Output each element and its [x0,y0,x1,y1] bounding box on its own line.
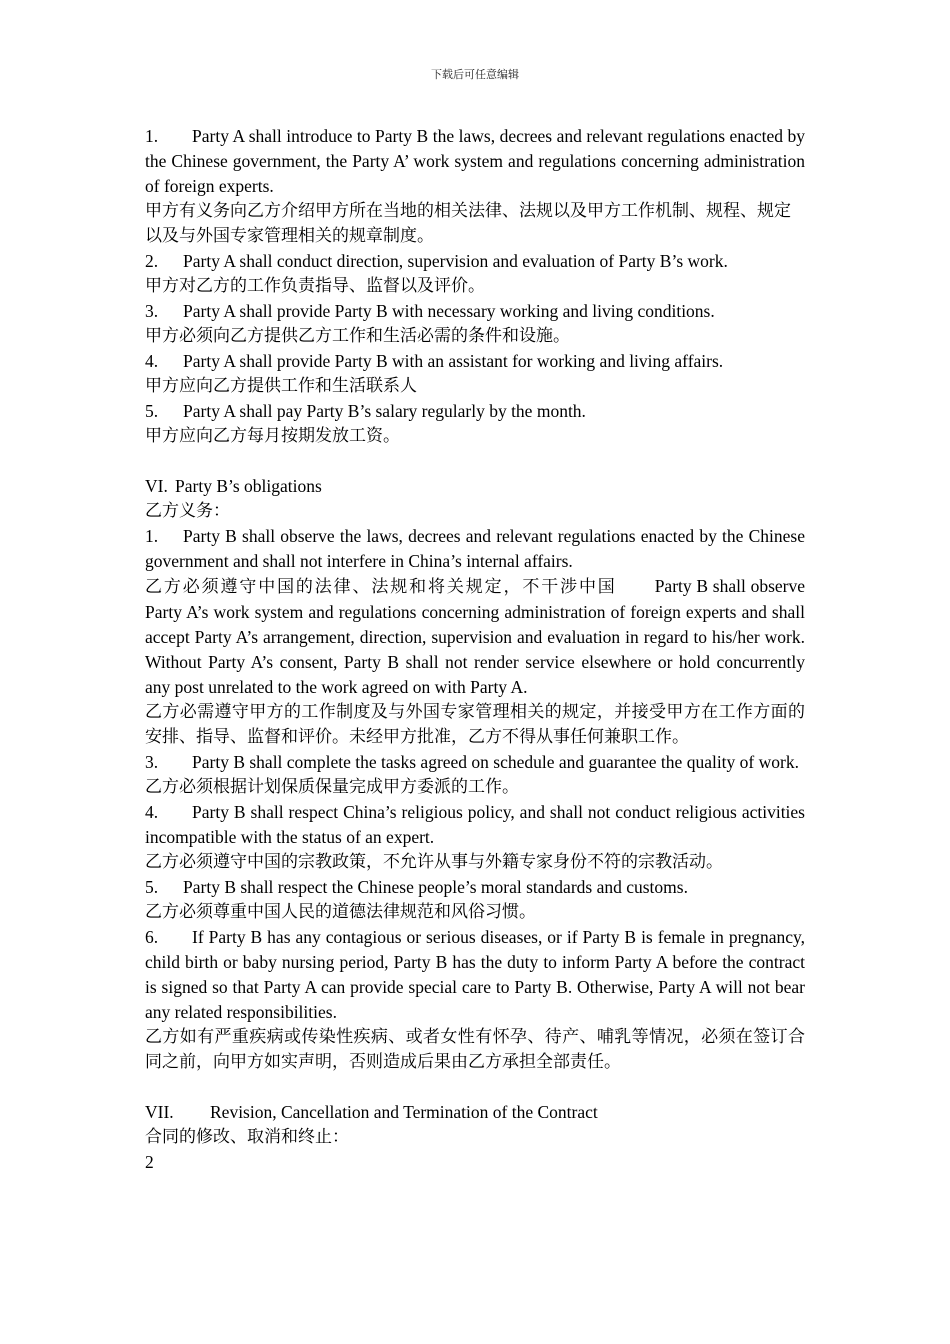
section-6-heading-zh: 乙方义务： [145,501,230,521]
section-7-heading-zh: 合同的修改、取消和终止： [145,1127,349,1147]
party-b-item-1-zh-and-item-2: 乙方必须遵守中国的法律、法规和将关规定，不干涉中国 Party B shall observe Party A’s work system and regulations concerning administration of foreign experts and shall accept Party A’s arrangement, direction, supervision and evaluation in regard to his/her work. Without Party A’s consent, Party B shall not render service elsewhere or hold concurrently any post unrelated to the work agreed on with Party A. [145,576,806,697]
party-b-item-6: 6. If Party B has any contagious or serious diseases, or if Party B is female in pregnancy, child birth or baby nursing period, Party B has the duty to inform Party A before the contract is signed so that Party A can provide special care to Party B. Otherwise, Party A will not bear any related responsibilities. [145,927,805,1022]
document-body [145,124,805,1175]
spacer [145,1075,805,1100]
party-a-item-1-zh: 甲方有义务向乙方介绍甲方所在当地的相关法律、法规以及甲方工作机制、规程、规定以及与外国专家管理相关的规章制度。 [145,201,791,246]
party-b-item-1: 1. Party B shall observe the laws, decrees and relevant regulations enacted by the Chinese government and shall not interfere in China’s internal affairs. [145,526,805,571]
party-a-item-2: 2. Party A shall conduct direction, supervision and evaluation of Party B’s work. [145,251,728,271]
party-a-item-2-zh: 甲方对乙方的工作负责指导、监督以及评价。 [145,276,485,296]
page-header: 下载后可任意编辑 [431,68,519,81]
party-a-item-4: 4. Party A shall provide Party B with an assistant for working and living affairs. [145,351,724,371]
party-a-item-4-zh: 甲方应向乙方提供工作和生活联系人 [145,376,417,396]
party-a-item-3-zh: 甲方必须向乙方提供乙方工作和生活必需的条件和设施。 [145,326,570,346]
spacer [145,449,805,474]
party-b-item-2-zh: 乙方必需遵守甲方的工作制度及与外国专家管理相关的规定，并接受甲方在工作方面的安排、指导、监督和评价。未经甲方批准，乙方不得从事任何兼职工作。 [145,702,805,747]
section-6-heading: VI. Party B’s obligations [145,476,322,496]
party-b-item-4-zh: 乙方必须遵守中国的宗教政策，不允许从事与外籍专家身份不符的宗教活动。 [145,852,723,872]
section-7-heading: VII. Revision, Cancellation and Termination of the Contract [145,1102,598,1122]
party-b-item-5-zh: 乙方必须尊重中国人民的道德法律规范和风俗习惯。 [145,902,536,922]
party-a-item-1: 1. Party A shall introduce to Party B the laws, decrees and relevant regulations enacted by the Chinese government, the Party A’ work system and regulations concerning administration of foreign experts. [145,126,805,196]
party-a-item-5-zh: 甲方应向乙方每月按期发放工资。 [145,426,400,446]
party-b-item-6-zh: 乙方如有严重疾病或传染性疾病、或者女性有怀孕、待产、哺乳等情况，必须在签订合同之前，向甲方如实声明，否则造成后果由乙方承担全部责任。 [145,1027,805,1072]
party-b-item-4: 4. Party B shall respect China’s religious policy, and shall not conduct religious activities incompatible with the status of an expert. [145,802,805,847]
party-b-item-5: 5. Party B shall respect the Chinese people’s moral standards and customs. [145,877,688,897]
party-a-item-3: 3. Party A shall provide Party B with necessary working and living conditions. [145,301,715,321]
party-b-item-3: 3. Party B shall complete the tasks agreed on schedule and guarantee the quality of work. [145,752,799,772]
party-a-item-5: 5. Party A shall pay Party B’s salary regularly by the month. [145,401,586,421]
page-number: 2 [145,1152,154,1172]
party-b-item-3-zh: 乙方必须根据计划保质保量完成甲方委派的工作。 [145,777,519,797]
